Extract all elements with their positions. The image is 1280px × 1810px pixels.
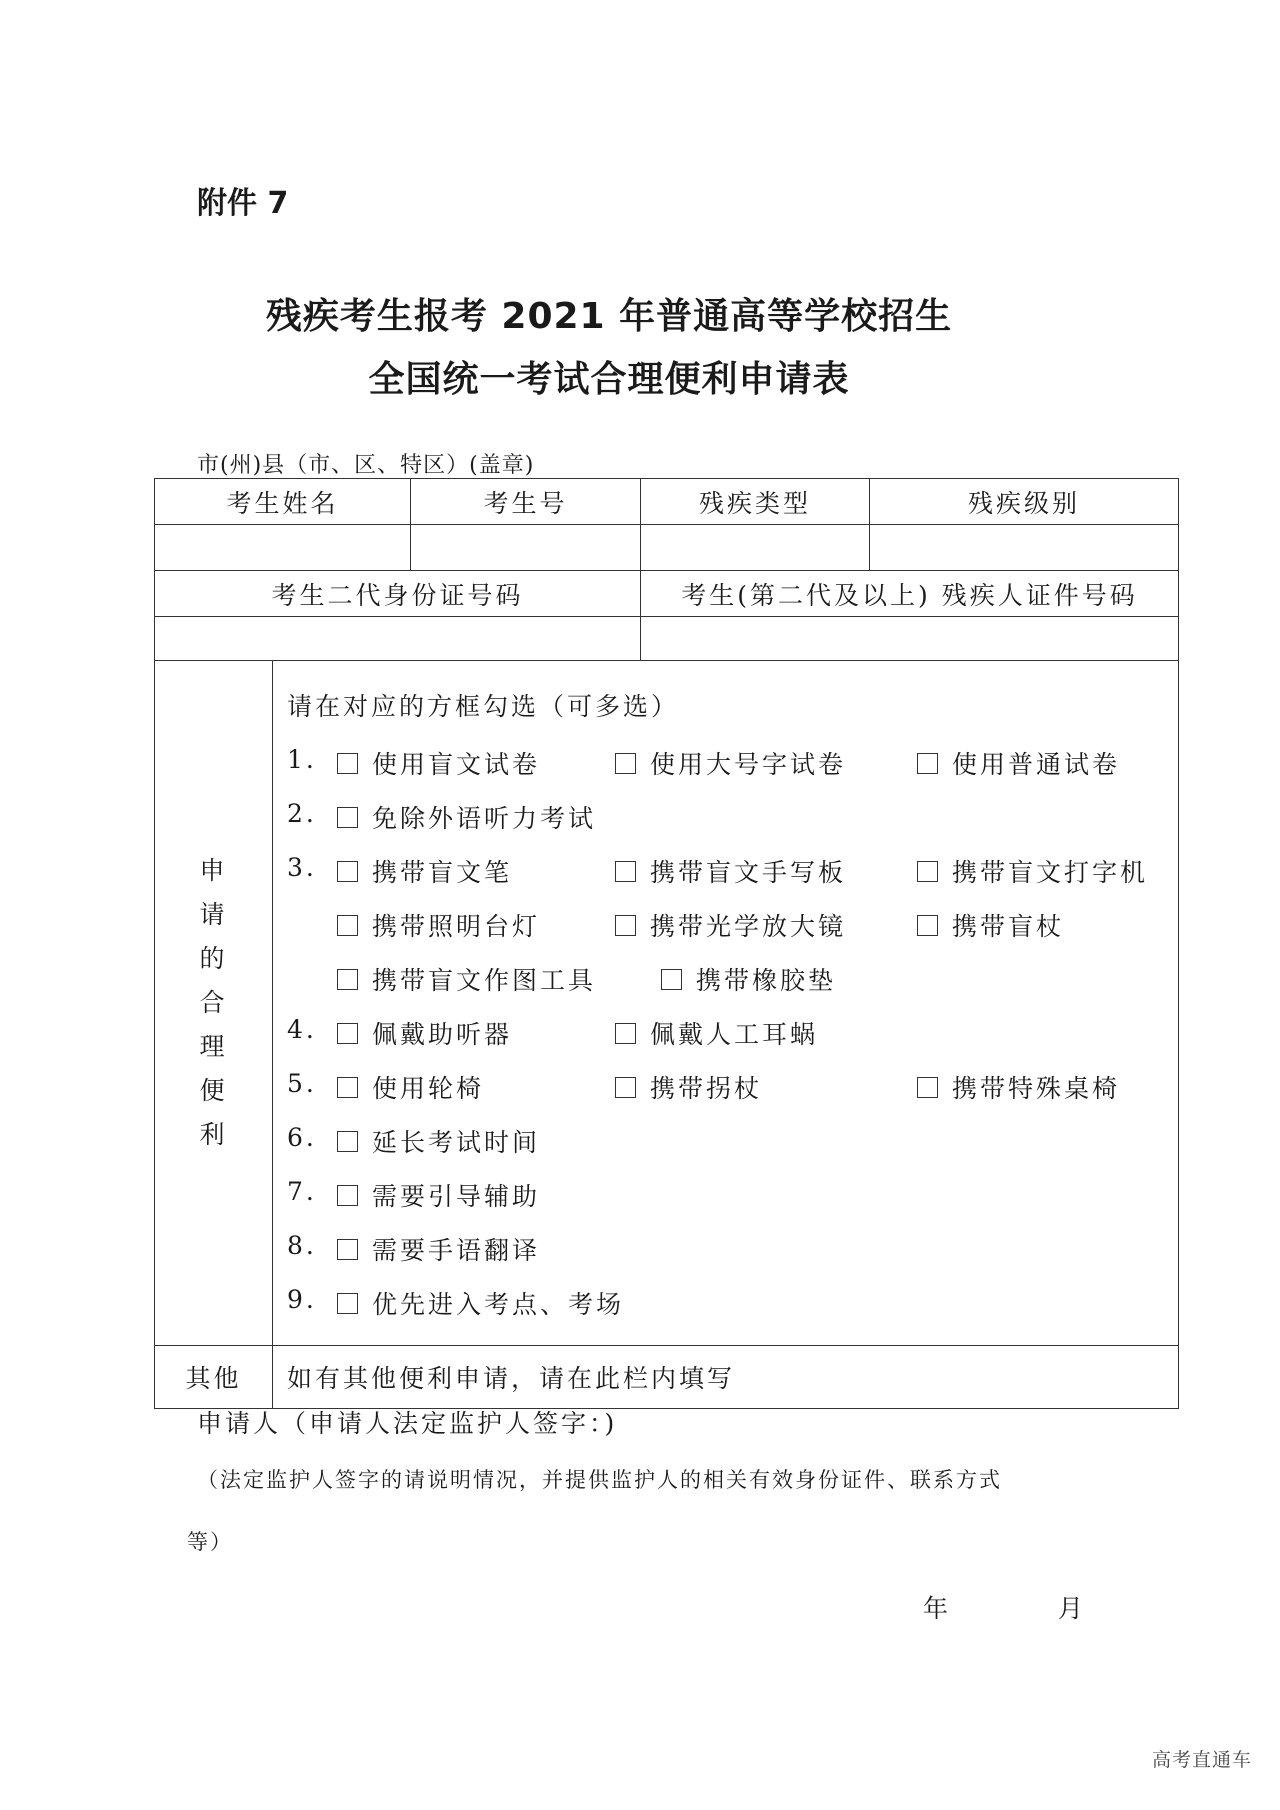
checkbox-icon[interactable]	[917, 753, 938, 774]
checkbox-icon[interactable]	[615, 861, 636, 882]
option-number: 6.	[287, 1123, 317, 1152]
option-guide-assistance[interactable]	[337, 1177, 540, 1213]
option-number: 3.	[287, 853, 317, 882]
guardian-note-line1: （法定监护人签字的请说明情况，并提供监护人的相关有效身份证件、联系方式	[197, 1468, 1002, 1492]
option-row	[287, 1115, 1178, 1169]
option-braille-paper[interactable]	[337, 745, 540, 781]
checkbox-icon[interactable]	[337, 807, 358, 828]
option-label: 使用大号字试卷	[650, 750, 847, 779]
option-sign-language[interactable]	[337, 1231, 540, 1267]
other-field[interactable]: 如有其他便利申请，请在此栏内填写	[273, 1346, 1179, 1409]
option-label: 延长考试时间	[372, 1128, 541, 1157]
option-row	[287, 1277, 1178, 1331]
option-braille-slate[interactable]	[615, 853, 846, 889]
option-normal-paper[interactable]	[917, 745, 1120, 781]
date-year-label: 年	[923, 1594, 949, 1623]
option-label: 使用轮椅	[372, 1074, 485, 1103]
side-char: 利	[199, 1120, 228, 1149]
checkbox-icon[interactable]	[337, 1131, 358, 1152]
side-char: 的	[199, 944, 228, 973]
watermark: 高考直通车	[1151, 1749, 1252, 1771]
option-white-cane[interactable]	[917, 907, 1064, 943]
option-label: 佩戴助听器	[372, 1020, 513, 1049]
option-label: 携带盲杖	[952, 912, 1065, 941]
field-disability-level[interactable]	[870, 525, 1179, 571]
header-disability-type: 残疾类型	[641, 479, 870, 525]
side-char: 合	[199, 988, 228, 1017]
option-row	[287, 1169, 1178, 1223]
checkbox-icon[interactable]	[337, 1023, 358, 1044]
checkbox-icon[interactable]	[337, 1239, 358, 1260]
checkbox-icon[interactable]	[661, 969, 682, 990]
option-label: 携带盲文手写板	[650, 858, 847, 887]
checkbox-icon[interactable]	[337, 1077, 358, 1098]
option-number: 4.	[287, 1015, 317, 1044]
header-disability-level: 残疾级别	[870, 479, 1179, 525]
option-row	[287, 737, 1178, 791]
option-label: 佩戴人工耳蜗	[650, 1020, 819, 1049]
option-rubber-mat[interactable]	[661, 961, 836, 997]
option-row	[287, 1223, 1178, 1277]
side-char: 申	[199, 856, 228, 885]
seal-line: 市(州)县（市、区、特区）(盖章)	[197, 453, 535, 478]
option-row	[287, 899, 1178, 953]
option-hearing-aid[interactable]	[337, 1015, 512, 1051]
checkbox-icon[interactable]	[917, 915, 938, 936]
option-label: 携带光学放大镜	[650, 912, 847, 941]
option-wheelchair[interactable]	[337, 1069, 484, 1105]
checkbox-icon[interactable]	[615, 915, 636, 936]
field-disability-cert[interactable]	[641, 617, 1179, 661]
option-cochlear-implant[interactable]	[615, 1015, 818, 1051]
option-row	[287, 1007, 1178, 1061]
option-magnifier[interactable]	[615, 907, 846, 943]
application-form-table	[154, 478, 1179, 1409]
attachment-label: 附件 7	[197, 186, 289, 221]
field-name[interactable]	[155, 525, 411, 571]
option-crutches[interactable]	[615, 1069, 762, 1105]
field-id-number[interactable]	[155, 617, 641, 661]
option-label: 携带拐杖	[650, 1074, 763, 1103]
header-disability-cert: 考生(第二代及以上) 残疾人证件号码	[641, 571, 1179, 617]
checkbox-icon[interactable]	[615, 1077, 636, 1098]
form-title-line1: 残疾考生报考 2021 年普通高等学校招生	[265, 296, 953, 337]
option-label: 携带特殊桌椅	[952, 1074, 1121, 1103]
option-number: 2.	[287, 799, 317, 828]
accommodation-side-label	[155, 661, 273, 1346]
checkbox-icon[interactable]	[615, 753, 636, 774]
applicant-signature-line: 申请人（申请人法定监护人签字：)	[197, 1409, 618, 1438]
option-large-print-paper[interactable]	[615, 745, 846, 781]
option-extended-time[interactable]	[337, 1123, 540, 1159]
header-name: 考生姓名	[155, 479, 411, 525]
option-label: 需要引导辅助	[372, 1182, 541, 1211]
option-label: 需要手语翻译	[372, 1236, 541, 1265]
option-number: 1.	[287, 745, 317, 774]
option-row	[287, 953, 1178, 1007]
checkbox-icon[interactable]	[337, 915, 358, 936]
option-label: 携带照明台灯	[372, 912, 541, 941]
option-label: 使用普通试卷	[952, 750, 1121, 779]
checkbox-icon[interactable]	[337, 753, 358, 774]
header-id-number: 考生二代身份证号码	[155, 571, 641, 617]
form-title-line2: 全国统一考试合理便利申请表	[368, 359, 850, 400]
header-exam-number: 考生号	[411, 479, 641, 525]
option-label: 携带盲文笔	[372, 858, 513, 887]
guardian-note-line2: 等）	[187, 1530, 233, 1554]
option-number: 7.	[287, 1177, 317, 1206]
option-braille-drawing-tools[interactable]	[337, 961, 596, 997]
option-row	[287, 791, 1178, 845]
checkbox-icon[interactable]	[337, 969, 358, 990]
option-desk-lamp[interactable]	[337, 907, 540, 943]
option-label: 携带盲文作图工具	[372, 966, 597, 995]
option-number: 8.	[287, 1231, 317, 1260]
option-label: 免除外语听力考试	[372, 804, 597, 833]
checkbox-icon[interactable]	[917, 1077, 938, 1098]
option-label: 携带橡胶垫	[696, 966, 837, 995]
checkbox-icon[interactable]	[615, 1023, 636, 1044]
field-exam-number[interactable]	[411, 525, 641, 571]
option-braille-pen[interactable]	[337, 853, 512, 889]
option-row	[287, 845, 1178, 899]
option-label: 携带盲文打字机	[952, 858, 1149, 887]
checkbox-icon[interactable]	[337, 861, 358, 882]
option-priority-entry[interactable]	[337, 1285, 624, 1321]
instruction-text: 请在对应的方框勾选（可多选）	[287, 692, 680, 721]
checkbox-icon[interactable]	[917, 861, 938, 882]
side-char: 请	[199, 900, 228, 929]
date-month-label: 月	[1058, 1594, 1084, 1623]
side-char: 理	[199, 1032, 228, 1061]
other-label: 其他	[155, 1346, 273, 1409]
option-braille-typewriter[interactable]	[917, 853, 1148, 889]
option-label: 使用盲文试卷	[372, 750, 541, 779]
field-disability-type[interactable]	[641, 525, 870, 571]
option-row	[287, 1061, 1178, 1115]
option-exempt-listening[interactable]	[337, 799, 596, 835]
checkbox-icon[interactable]	[337, 1185, 358, 1206]
option-number: 9.	[287, 1285, 317, 1314]
option-label: 优先进入考点、考场	[372, 1290, 625, 1319]
accommodation-options	[273, 661, 1179, 1346]
option-special-desk[interactable]	[917, 1069, 1120, 1105]
option-number: 5.	[287, 1069, 317, 1098]
checkbox-icon[interactable]	[337, 1293, 358, 1314]
side-char: 便	[199, 1076, 228, 1105]
